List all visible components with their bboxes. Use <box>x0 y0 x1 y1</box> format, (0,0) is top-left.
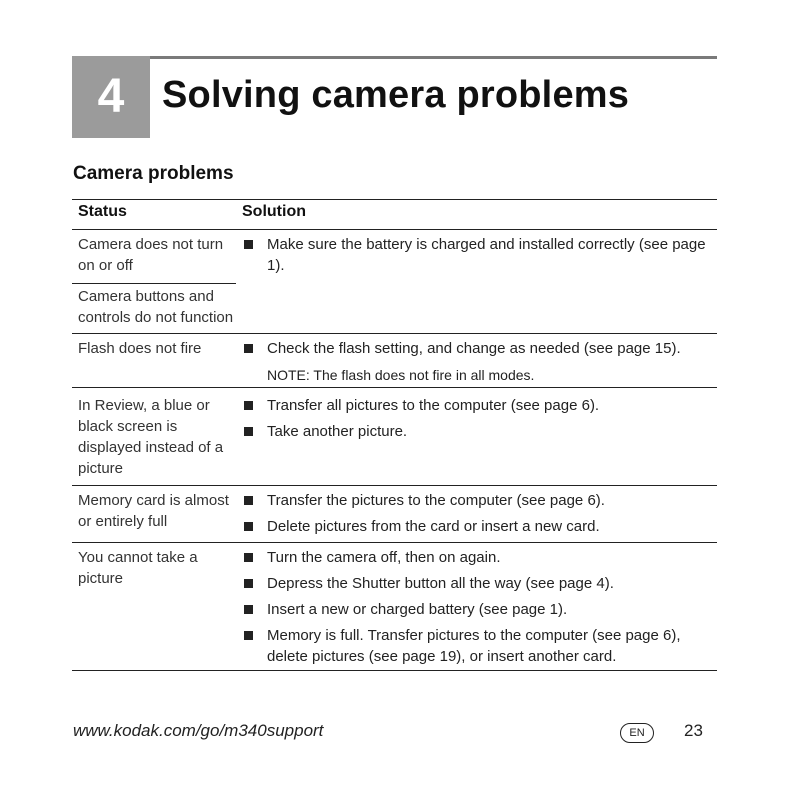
bullet-icon <box>244 522 253 531</box>
row-rule <box>72 333 717 334</box>
solution-item <box>244 395 714 416</box>
status-divider <box>72 283 236 284</box>
note-text: NOTE: The flash does not fire in all modes. <box>267 367 535 383</box>
solution-item <box>244 338 714 359</box>
status-cell: You cannot take a picture <box>78 549 198 587</box>
table-bottom-rule <box>72 670 717 671</box>
solution-text: Take another picture. <box>267 423 408 440</box>
solution-text: Turn the camera off, then on again. <box>267 549 501 566</box>
bullet-icon <box>244 579 253 588</box>
bullet-icon <box>244 496 253 505</box>
chapter-number-block <box>72 56 150 138</box>
solution-item <box>244 421 714 442</box>
language-badge: EN <box>620 723 654 743</box>
solution-item <box>244 599 714 620</box>
status-cell: Memory card is almost or entirely full <box>78 492 229 530</box>
bullet-icon <box>244 344 253 353</box>
solution-item <box>244 547 714 568</box>
solution-item <box>244 234 714 276</box>
bullet-icon <box>244 605 253 614</box>
solution-item <box>244 625 714 667</box>
solution-text: Depress the Shutter button all the way (see page 4). <box>267 575 614 592</box>
status-header: Status <box>78 203 127 220</box>
chapter-number: 4 <box>97 70 125 123</box>
row-rule <box>72 485 717 486</box>
row-rule <box>72 542 717 543</box>
chapter-title: Solving camera problems <box>162 74 630 116</box>
solution-header: Solution <box>242 203 306 220</box>
solution-item <box>244 516 714 537</box>
bullet-icon <box>244 401 253 410</box>
page-number: 23 <box>684 721 703 740</box>
solution-text: Check the flash setting, and change as needed (see page 15). <box>267 340 681 357</box>
solution-text: Delete pictures from the card or insert a new card. <box>267 518 600 535</box>
status-cell: Camera does not turn on or off <box>78 236 224 274</box>
bullet-icon <box>244 240 253 249</box>
table-top-rule <box>72 199 717 200</box>
row-rule <box>72 387 717 388</box>
bullet-icon <box>244 553 253 562</box>
solution-text: Insert a new or charged battery (see page 1). <box>267 601 568 618</box>
solution-text: Transfer the pictures to the computer (see page 6). <box>267 492 605 509</box>
section-title: Camera problems <box>73 163 234 184</box>
solution-text: Memory is full. Transfer pictures to the computer (see page 6), delete pictures (see page 19), or insert another card. <box>267 627 681 665</box>
support-url: www.kodak.com/go/m340support <box>73 721 324 740</box>
bullet-icon <box>244 631 253 640</box>
header-rule <box>72 229 717 230</box>
status-cell: In Review, a blue or black screen is displayed instead of a picture <box>78 397 224 477</box>
solution-text: Transfer all pictures to the computer (see page 6). <box>267 397 600 414</box>
solution-item <box>244 573 714 594</box>
solution-item <box>244 490 714 511</box>
top-rule <box>150 56 717 59</box>
solution-text: Make sure the battery is charged and installed correctly (see page 1). <box>267 236 706 274</box>
status-cell: Flash does not fire <box>78 340 202 357</box>
status-cell: Camera buttons and controls do not function <box>78 288 234 326</box>
bullet-icon <box>244 427 253 436</box>
